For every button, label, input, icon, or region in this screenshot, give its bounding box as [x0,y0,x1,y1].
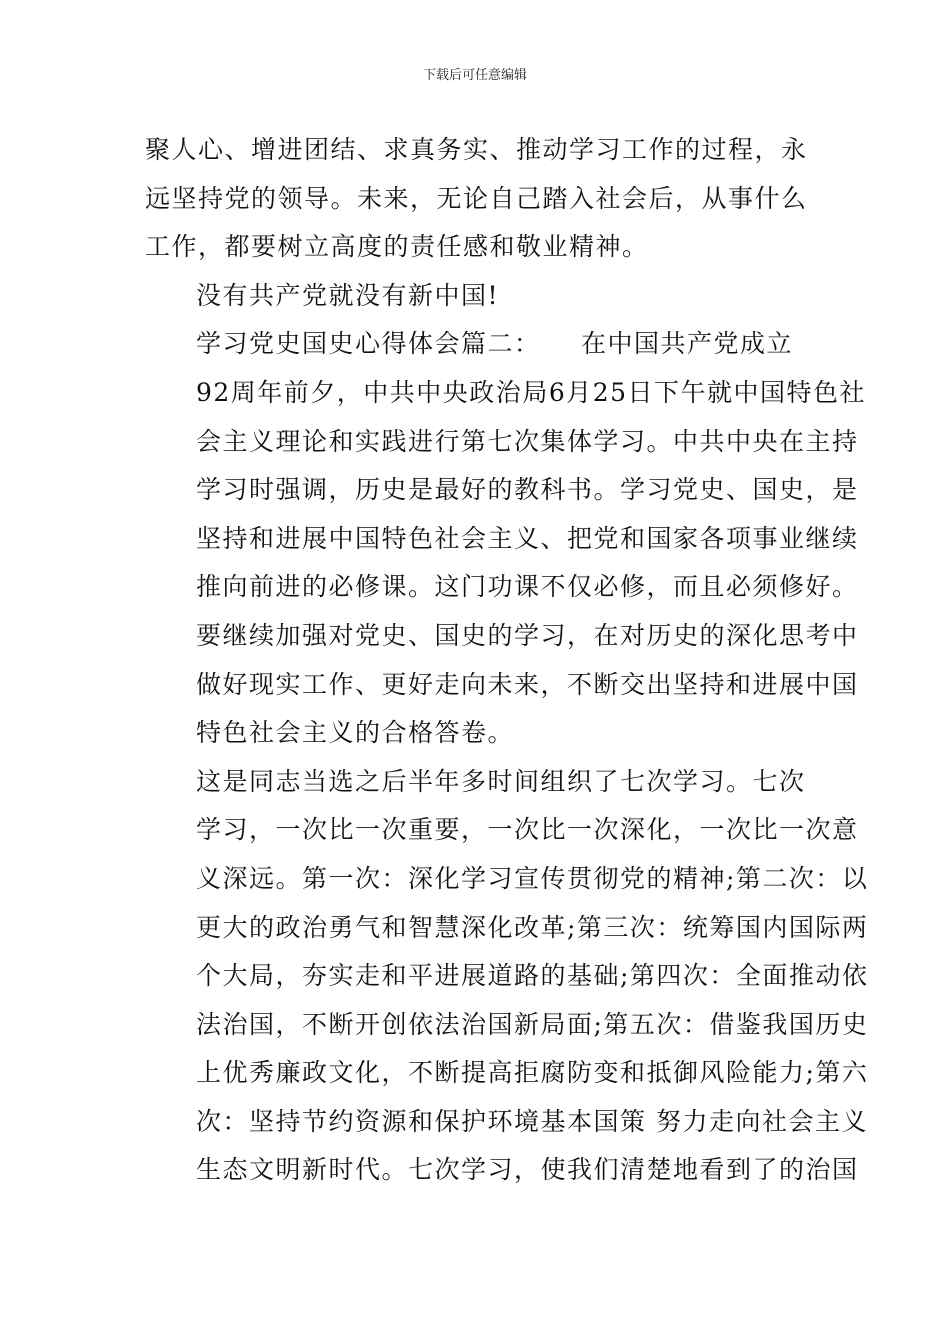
text-line: 学习，一次比一次重要，一次比一次深化，一次比一次意 [196,815,859,845]
text-line: 会主义理论和实践进行第七次集体学习。中共中央在主持 [196,426,859,456]
paragraph-2 [145,272,810,321]
document-body [145,126,869,1195]
text-line: 义深远。第一次：深化学习宣传贯彻党的精神;第二次：以 [196,863,869,893]
text-line: 工作，都要树立高度的责任感和敬业精神。 [145,232,649,262]
text-line: 92周年前夕，中共中央政治局6月25日下午就中国特色社 [196,377,867,407]
text-line: 特色社会主义的合格答卷。 [196,718,515,748]
text-line: 要继续加强对党史、国史的学习，在对历史的深化思考中 [196,620,859,650]
text-line: 学习党史国史心得体会篇二： 在中国共产党成立 [196,329,794,359]
text-line: 学习时强调，历史是最好的教科书。学习党史、国史，是 [196,475,859,505]
text-line: 坚持和进展中国特色社会主义、把党和国家各项事业继续 [196,523,859,553]
page-header: 下载后可任意编辑 [422,68,527,83]
text-line: 个大局，夯实走和平进展道路的基础;第四次：全面推动依 [196,961,869,991]
text-line: 次：坚持节约资源和保护环境基本国策 努力走向社会主义 [196,1106,868,1136]
paragraph-4 [145,758,869,1195]
text-line: 做好现实工作、更好走向未来，不断交出坚持和进展中国 [196,669,859,699]
text-line: 更大的政治勇气和智慧深化改革;第三次：统筹国内国际两 [196,912,869,942]
paragraph-1 [145,126,810,272]
text-line: 生态文明新时代。七次学习，使我们清楚地看到了的治国 [196,1155,859,1185]
text-line: 没有共产党就没有新中国! [196,280,500,310]
text-line: 聚人心、增进团结、求真务实、推动学习工作的过程，永 [145,135,808,164]
text-line: 法治国，不断开创依法治国新局面;第五次：借鉴我国历史 [196,1009,869,1039]
text-line: 推向前进的必修课。这门功课不仅必修，而且必须修好。 [196,572,859,602]
text-line: 远坚持党的领导。未来，无论自己踏入社会后，从事什么 [145,183,808,213]
text-line: 上优秀廉政文化，不断提高拒腐防变和抵御风险能力;第六 [196,1058,869,1088]
text-line: 这是同志当选之后半年多时间组织了七次学习。七次 [196,766,806,796]
paragraph-3 [145,320,867,757]
